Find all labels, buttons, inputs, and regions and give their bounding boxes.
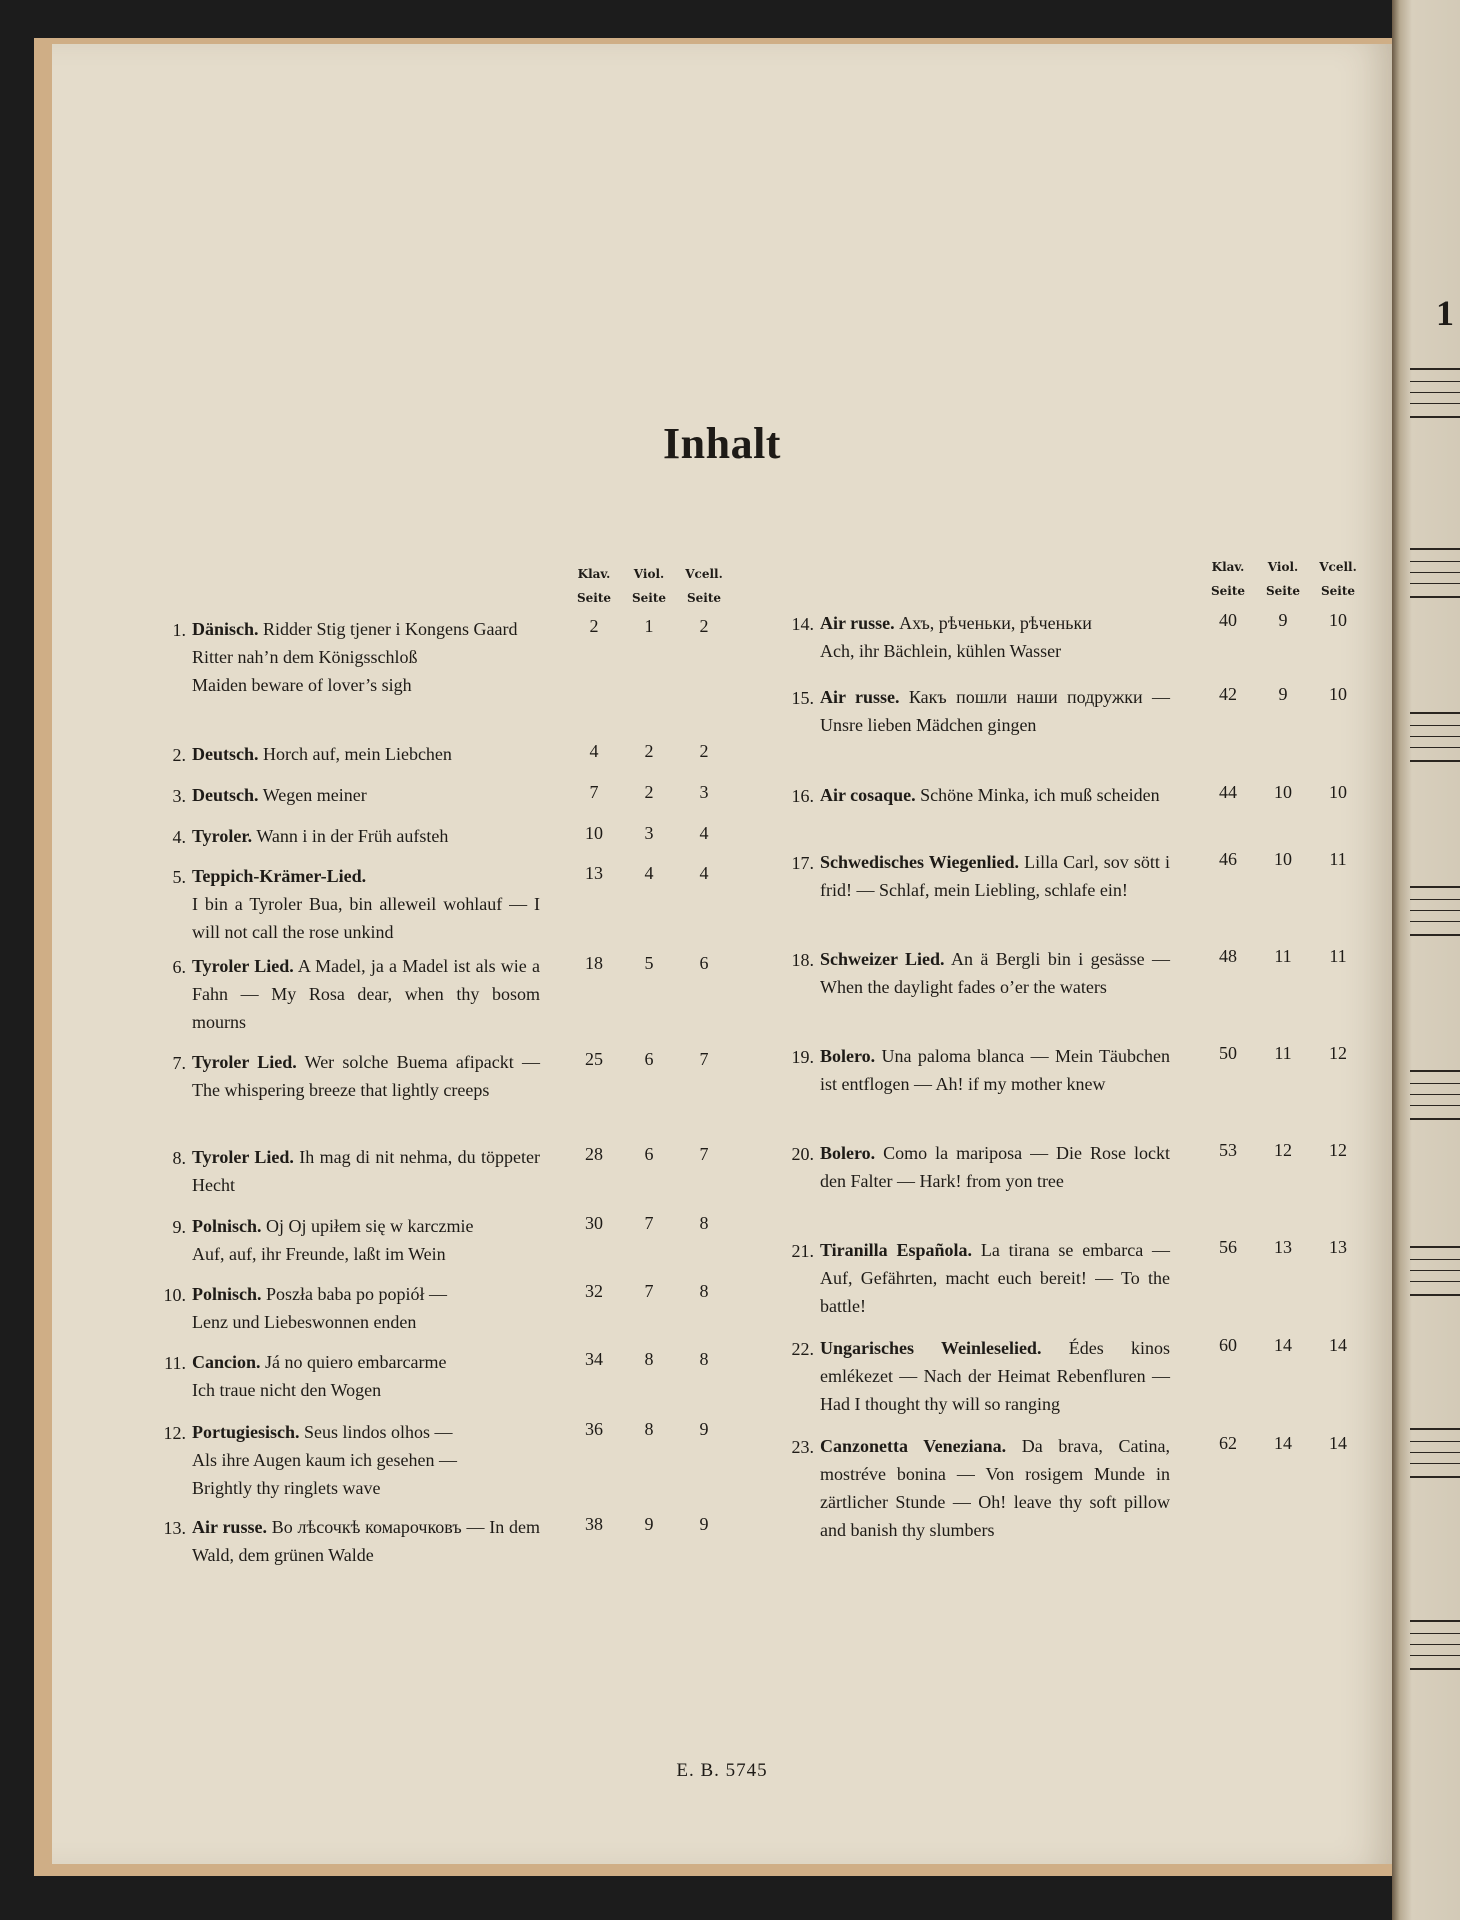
entry-text: Wann i in der Früh aufsteh xyxy=(256,826,449,846)
page-ref-klav: 53 xyxy=(1219,1140,1237,1160)
contents-entry xyxy=(172,1143,541,1199)
page-ref-klav: 30 xyxy=(585,1213,603,1233)
entry-text: Édes kinos emlékezet — Nach der Heimat Rebenfluren — Had I thought thy will so ranging xyxy=(820,1338,1171,1414)
page-ref-vcell: 7 xyxy=(699,1144,709,1164)
entry-number: 12. xyxy=(163,1423,186,1443)
page-ref-klav: 56 xyxy=(1219,1237,1237,1257)
page-ref-klav: 38 xyxy=(585,1514,603,1534)
music-staff xyxy=(1410,1246,1460,1296)
entry-title: Tyroler Lied. xyxy=(192,1147,294,1167)
page-ref-viol: 9 xyxy=(644,1514,654,1534)
header-klav-left: Klav. Seite xyxy=(576,567,612,605)
contents-entry xyxy=(791,1139,1170,1195)
entry-text: Oj Oj upiłem się w karczmie xyxy=(266,1216,474,1236)
entry-number: 14. xyxy=(791,614,814,634)
page-ref-vcell: 14 xyxy=(1329,1335,1347,1355)
entry-title: Tyroler Lied. xyxy=(192,1052,297,1072)
page-ref-klav: 50 xyxy=(1219,1043,1237,1063)
page-ref-vcell: 6 xyxy=(699,953,709,973)
page-ref-klav: 46 xyxy=(1219,849,1237,869)
contents-entry xyxy=(172,952,540,1036)
page-ref-klav: 13 xyxy=(585,863,603,883)
page-ref-vcell: 10 xyxy=(1329,782,1347,802)
contents-entry xyxy=(791,683,1171,739)
page-ref-viol: 12 xyxy=(1274,1140,1292,1160)
entry-title: Dänisch. xyxy=(192,619,259,639)
contents-entry xyxy=(791,1334,1171,1418)
contents-entry xyxy=(163,1280,540,1336)
entry-title: Schweizer Lied. xyxy=(820,949,945,969)
page-ref-vcell: 7 xyxy=(699,1049,709,1069)
entry-text: Schöne Minka, ich muß scheiden xyxy=(920,785,1160,805)
page-ref-vcell: 8 xyxy=(699,1213,709,1233)
contents-entry xyxy=(172,1212,540,1268)
entry-text: Wer solche Buema afipackt — The whispering breeze that lightly creeps xyxy=(192,1052,541,1100)
entry-number: 2. xyxy=(172,745,186,765)
page-ref-vcell: 8 xyxy=(699,1281,709,1301)
page-ref-viol: 10 xyxy=(1274,782,1292,802)
entry-title: Polnisch. xyxy=(192,1216,262,1236)
page-ref-viol: 9 xyxy=(1278,610,1288,630)
page-ref-viol: 11 xyxy=(1274,946,1292,966)
page-ref-vcell: 12 xyxy=(1329,1140,1347,1160)
entry-number: 10. xyxy=(163,1285,186,1305)
page-ref-vcell: 11 xyxy=(1329,946,1347,966)
page-ref-viol: 7 xyxy=(644,1281,654,1301)
page-ref-viol: 14 xyxy=(1274,1335,1292,1355)
entry-title: Schwedisches Wiegenlied. xyxy=(820,852,1019,872)
contents-entry xyxy=(164,1348,540,1404)
entry-number: 5. xyxy=(172,867,186,887)
contents-entry xyxy=(791,1432,1171,1544)
page-ref-vcell: 4 xyxy=(699,823,709,843)
entry-number: 22. xyxy=(791,1339,814,1359)
page-ref-klav: 2 xyxy=(589,616,599,636)
entry-text: Als ihre Augen kaum ich gesehen — xyxy=(192,1450,457,1470)
entry-title: Deutsch. xyxy=(192,744,259,764)
entry-title: Tyroler. xyxy=(192,826,253,846)
page-ref-klav: 48 xyxy=(1219,946,1237,966)
page-ref-klav: 18 xyxy=(585,953,603,973)
music-staff xyxy=(1410,712,1460,762)
page-ref-viol: 14 xyxy=(1274,1433,1292,1453)
contents-entry xyxy=(172,781,540,809)
page-ref-klav: 40 xyxy=(1219,610,1237,630)
page-ref-klav: 36 xyxy=(585,1419,603,1439)
page-ref-vcell: 9 xyxy=(699,1419,709,1439)
entry-title: Air cosaque. xyxy=(820,785,916,805)
page-ref-vcell: 2 xyxy=(699,741,709,761)
page-ref-viol: 6 xyxy=(644,1049,654,1069)
entry-title: Air russe. xyxy=(820,613,895,633)
entry-text: A Madel, ja a Madel ist als wie a Fahn — My Rosa dear, when thy bosom mourns xyxy=(192,956,540,1032)
entry-title: Bolero. xyxy=(820,1143,876,1163)
page-ref-viol: 11 xyxy=(1274,1043,1292,1063)
entry-title: Ungarisches Weinleselied. xyxy=(820,1338,1042,1358)
entry-text: An ä Bergli bin i gesässe — When the daylight fades o’er the waters xyxy=(820,949,1170,997)
page-ref-viol: 3 xyxy=(644,823,654,843)
page-ref-viol: 13 xyxy=(1274,1237,1292,1257)
page-ref-klav: 25 xyxy=(585,1049,603,1069)
page-ref-klav: 34 xyxy=(585,1349,603,1369)
publisher-number: E. B. 5745 xyxy=(676,1760,768,1781)
header-vcell-right: Vcell. Seite xyxy=(1319,560,1357,598)
contents-entry xyxy=(791,609,1170,665)
entry-text: Lilla Carl, sov sött i frid! — Schlaf, mein Liebling, schlafe ein! xyxy=(820,852,1170,900)
entry-title: Portugiesisch. xyxy=(192,1422,300,1442)
contents-entry xyxy=(172,740,540,768)
page-ref-vcell: 4 xyxy=(699,863,709,883)
page-ref-viol: 6 xyxy=(644,1144,654,1164)
page-ref-viol: 10 xyxy=(1274,849,1292,869)
header-viol-left: Viol. Seite xyxy=(631,567,667,605)
page-ref-viol: 1 xyxy=(644,616,654,636)
entry-number: 21. xyxy=(791,1241,814,1261)
page-ref-klav: 44 xyxy=(1219,782,1237,802)
contents-entry xyxy=(163,1513,540,1569)
entry-title: Air russe. xyxy=(820,687,900,707)
entry-text: Auf, auf, ihr Freunde, laßt im Wein xyxy=(192,1244,446,1264)
page-ref-viol: 7 xyxy=(644,1213,654,1233)
entry-number: 15. xyxy=(791,688,814,708)
page-ref-vcell: 11 xyxy=(1329,849,1347,869)
contents-entry xyxy=(172,822,540,850)
contents-entry xyxy=(791,1236,1170,1320)
entry-text: Wegen meiner xyxy=(262,785,367,805)
entry-text: Horch auf, mein Liebchen xyxy=(263,744,452,764)
music-staff xyxy=(1410,1428,1460,1478)
entry-number: 11. xyxy=(164,1353,186,1373)
entry-title: Polnisch. xyxy=(192,1284,262,1304)
contents-entry xyxy=(172,1048,541,1104)
entry-number: 18. xyxy=(791,950,814,970)
contents-entry xyxy=(791,848,1170,904)
contents-entry xyxy=(163,1418,540,1502)
next-page-number: 1 xyxy=(1436,293,1454,333)
contents-entry xyxy=(791,1042,1170,1098)
entry-text: Como la mariposa — Die Rose lockt den Falter — Hark! from yon tree xyxy=(820,1143,1170,1191)
page-ref-viol: 2 xyxy=(644,741,654,761)
page-ref-klav: 42 xyxy=(1219,684,1237,704)
entry-text: Ih mag di nit nehma, du töppeter Hecht xyxy=(192,1147,541,1195)
header-viol-right: Viol. Seite xyxy=(1265,560,1301,598)
page-ref-vcell: 8 xyxy=(699,1349,709,1369)
entry-number: 20. xyxy=(791,1144,814,1164)
entry-number: 13. xyxy=(163,1518,186,1538)
entry-number: 3. xyxy=(172,786,186,806)
entry-text: Какъ пошли наши подружки — Unsre lieben Mädchen gingen xyxy=(820,687,1171,735)
music-staff xyxy=(1410,1620,1460,1670)
page-ref-viol: 8 xyxy=(644,1419,654,1439)
page-ref-klav: 62 xyxy=(1219,1433,1237,1453)
contents-entry xyxy=(791,945,1170,1001)
entry-number: 4. xyxy=(172,827,186,847)
entry-text: Ach, ihr Bächlein, kühlen Wasser xyxy=(820,641,1062,661)
page-ref-klav: 28 xyxy=(585,1144,603,1164)
entry-text: I bin a Tyroler Bua, bin alleweil wohlauf — I will not call the rose unkind xyxy=(192,894,540,942)
entry-number: 6. xyxy=(172,957,186,977)
entry-text: Lenz und Liebeswonnen enden xyxy=(192,1312,417,1332)
entry-text: La tirana se embarca — Auf, Gefährten, macht euch bereit! — To the battle! xyxy=(820,1240,1170,1316)
entry-title: Teppich-Krämer-Lied. xyxy=(192,866,367,886)
entry-text: Ridder Stig tjener i Kongens Gaard xyxy=(263,619,518,639)
page-ref-klav: 32 xyxy=(585,1281,603,1301)
music-staff xyxy=(1410,548,1460,598)
entry-text: Brightly thy ringlets wave xyxy=(192,1478,381,1498)
page-ref-vcell: 2 xyxy=(699,616,709,636)
page-ref-klav: 7 xyxy=(589,782,599,802)
entry-number: 7. xyxy=(172,1053,186,1073)
contents-entry xyxy=(172,615,540,699)
contents-entry xyxy=(791,781,1170,809)
header-vcell-left: Vcell. Seite xyxy=(685,567,723,605)
page-ref-vcell: 3 xyxy=(699,782,709,802)
page-ref-vcell: 10 xyxy=(1329,610,1347,630)
entry-text: Ахъ, рѣченьки, рѣченьки xyxy=(899,613,1092,633)
entry-text: Ich traue nicht den Wogen xyxy=(192,1380,382,1400)
page-ref-vcell: 13 xyxy=(1329,1237,1347,1257)
page-ref-vcell: 9 xyxy=(699,1514,709,1534)
page-ref-viol: 8 xyxy=(644,1349,654,1369)
page-title: Inhalt xyxy=(663,419,781,468)
entry-number: 19. xyxy=(791,1047,814,1067)
page-ref-vcell: 12 xyxy=(1329,1043,1347,1063)
entry-number: 8. xyxy=(172,1148,186,1168)
contents-entry xyxy=(172,862,540,946)
entry-text: Una paloma blanca — Mein Täubchen ist entflogen — Ah! if my mother knew xyxy=(820,1046,1170,1094)
entry-number: 23. xyxy=(791,1437,814,1457)
header-klav-right: Klav. Seite xyxy=(1210,560,1246,598)
entry-title: Tiranilla Española. xyxy=(820,1240,973,1260)
page-ref-klav: 10 xyxy=(585,823,603,843)
entry-title: Tyroler Lied. xyxy=(192,956,294,976)
entry-text: Во лѣсочкѣ комарочковъ — In dem Wald, dem grünen Walde xyxy=(192,1517,540,1565)
music-staff xyxy=(1410,886,1460,936)
entry-number: 9. xyxy=(172,1217,186,1237)
entry-text: Ritter nah’n dem Königsschloß xyxy=(192,647,418,667)
entry-text: Da brava, Catina, mostréve bonina — Von rosigem Munde in zärtlicher Stunde — Oh! leave thy soft pillow and banish thy slumbers xyxy=(820,1436,1171,1540)
page-ref-klav: 60 xyxy=(1219,1335,1237,1355)
page-ref-viol: 2 xyxy=(644,782,654,802)
entry-text: Maiden beware of lover’s sigh xyxy=(192,675,412,695)
page-ref-viol: 4 xyxy=(644,863,654,883)
entry-title: Bolero. xyxy=(820,1046,876,1066)
music-staff xyxy=(1410,368,1460,418)
entry-text: Já no quiero embarcarme xyxy=(265,1352,447,1372)
music-staff xyxy=(1410,1070,1460,1120)
entry-text: Poszła baba po popiół — xyxy=(266,1284,447,1304)
entry-number: 17. xyxy=(791,853,814,873)
page-ref-klav: 4 xyxy=(589,741,599,761)
page-ref-vcell: 14 xyxy=(1329,1433,1347,1453)
entry-title: Air russe. xyxy=(192,1517,267,1537)
entry-number: 16. xyxy=(791,786,814,806)
entry-title: Cancion. xyxy=(192,1352,261,1372)
page-ref-viol: 5 xyxy=(644,953,654,973)
entry-title: Canzonetta Veneziana. xyxy=(820,1436,1007,1456)
entry-text: Seus lindos olhos — xyxy=(304,1422,453,1442)
entry-number: 1. xyxy=(172,620,186,640)
entry-title: Deutsch. xyxy=(192,785,259,805)
page-ref-vcell: 10 xyxy=(1329,684,1347,704)
page-ref-viol: 9 xyxy=(1278,684,1288,704)
